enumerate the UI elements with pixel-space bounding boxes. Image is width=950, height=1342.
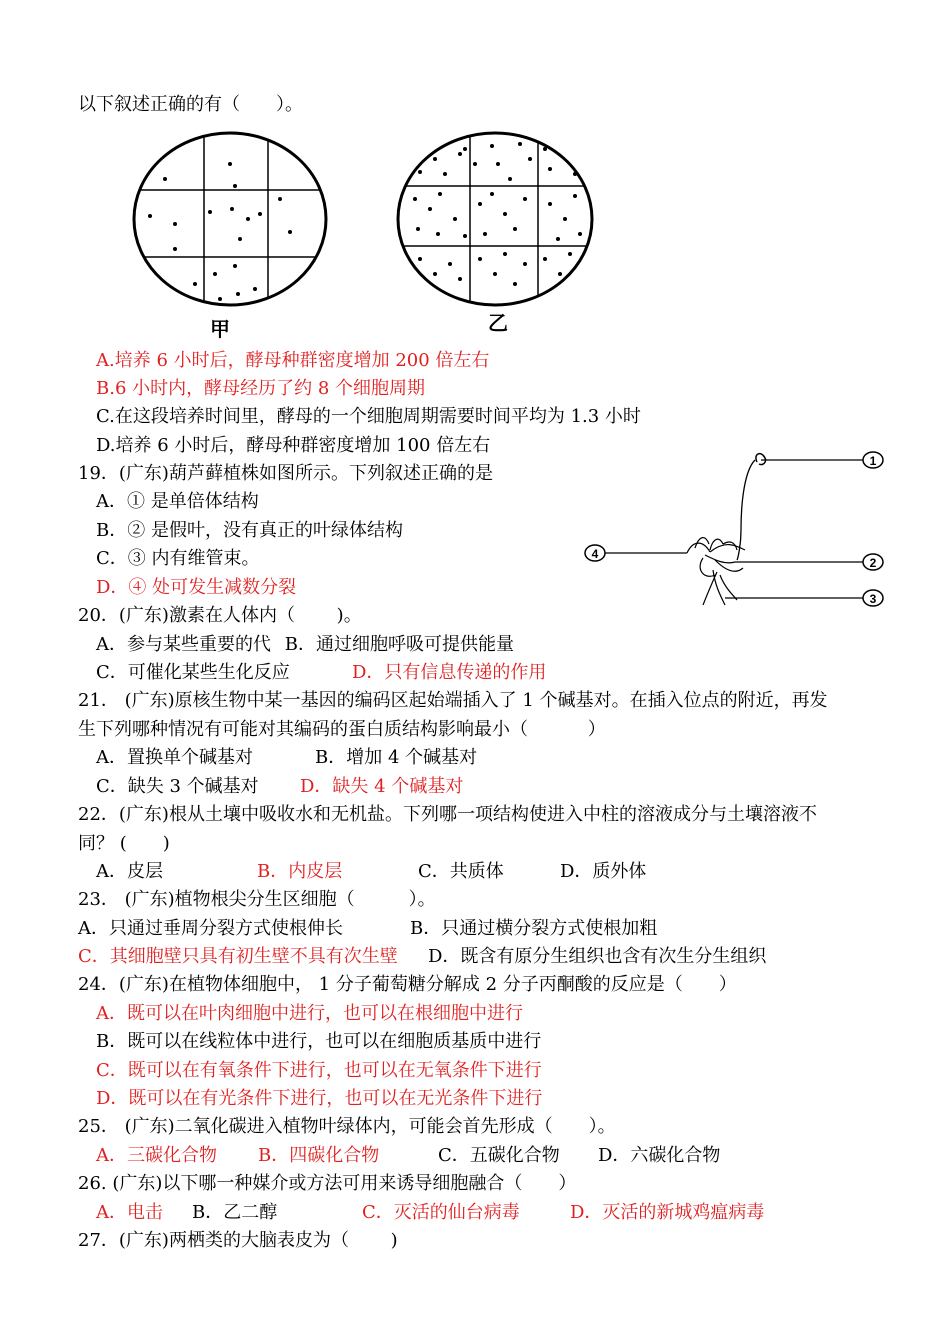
q24-option-c: C．既可以在有氧条件下进行，也可以在无氧条件下进行 <box>96 1060 542 1081</box>
q20-stem: 20．(广东)激素在人体内（ )。 <box>78 605 362 626</box>
q25-stem: 25． (广东)二氧化碳进入植物叶绿体内，可能会首先形成（ ）。 <box>78 1116 616 1137</box>
q18-option-d: D.培养 6 小时后，酵母种群密度增加 100 倍左右 <box>96 435 491 456</box>
q19-option-b: B．② 是假叶，没有真正的叶绿体结构 <box>96 520 403 541</box>
figure-label-left: 甲 <box>210 317 230 341</box>
q19-option-a: A．① 是单倍体结构 <box>96 491 259 512</box>
q23-stem: 23． (广东)植物根尖分生区细胞（ ）。 <box>78 889 436 910</box>
label-4-text: 4 <box>591 547 599 561</box>
label-3 <box>863 590 883 606</box>
label-2-text: 2 <box>869 556 877 570</box>
label-2 <box>863 554 883 570</box>
q22-option-a: A．皮层 <box>96 861 163 882</box>
q25-option-a: A．三碳化合物 <box>96 1145 217 1166</box>
label-1 <box>863 452 883 468</box>
q25-option-b: B．四碳化合物 <box>258 1145 380 1166</box>
q19-option-d: D．④ 处可发生减数分裂 <box>96 577 297 598</box>
q26-option-b: B．乙二醇 <box>192 1202 278 1223</box>
q22-option-d: D．质外体 <box>560 861 647 882</box>
q23-option-b: B．只通过横分裂方式使根加粗 <box>410 918 658 939</box>
q20-option-c: C．可催化某些生化反应 <box>96 662 290 683</box>
label-1-text: 1 <box>869 454 877 468</box>
q20-options-ab <box>96 634 514 656</box>
q23-option-d: D．既含有原分生组织也含有次生分生组织 <box>428 946 767 967</box>
q20-option-b: B．通过细胞呼吸可提供能量 <box>284 634 514 655</box>
q26-option-a: A．电击 <box>96 1202 163 1223</box>
q19-option-c: C．③ 内有维管束。 <box>96 548 260 569</box>
q26-stem: 26. (广东)以下哪一种媒介或方法可用来诱导细胞融合（ ） <box>78 1173 577 1194</box>
q21-option-b: B．增加 4 个碱基对 <box>315 747 478 768</box>
label-4 <box>585 545 605 561</box>
q21-option-c: C．缺失 3 个碱基对 <box>96 776 259 797</box>
moss-figure <box>575 440 895 615</box>
q24-option-d: D．既可以在有光条件下进行，也可以在无光条件下进行 <box>96 1088 543 1109</box>
q22-option-b: B．内皮层 <box>257 861 343 882</box>
q22-stem-line2: 同？ ( ) <box>78 833 170 854</box>
figure-label-right: 乙 <box>488 311 508 335</box>
q25-option-c: C．五碳化合物 <box>438 1145 560 1166</box>
intro-text: 以下叙述正确的有（ ）。 <box>78 94 303 115</box>
q18-option-b: B.6 小时内，酵母经历了约 8 个细胞周期 <box>96 378 426 399</box>
q25-option-d: D．六碳化合物 <box>598 1145 721 1166</box>
right-microscope-field <box>400 124 590 324</box>
q22-stem-line1: 22．(广东)根从土壤中吸收水和无机盐。下列哪一项结构使进入中柱的溶液成分与土壤溶液不 <box>78 804 817 825</box>
q23-option-c: C．其细胞壁只具有初生壁不具有次生壁 <box>78 946 398 967</box>
q20-option-a: A．参与某些重要的代 <box>96 634 271 655</box>
q22-option-c: C．共质体 <box>418 861 504 882</box>
q26-option-c: C．灭活的仙台病毒 <box>362 1202 520 1223</box>
q23-option-a: A．只通过垂周分裂方式使根伸长 <box>78 918 343 939</box>
q24-option-a: A．既可以在叶肉细胞中进行，也可以在根细胞中进行 <box>96 1003 523 1024</box>
q26-option-d: D．灭活的新城鸡瘟病毒 <box>570 1202 765 1223</box>
q18-option-c: C.在这段培养时间里，酵母的一个细胞周期需要时间平均为 1.3 小时 <box>96 406 641 427</box>
q20-option-d: D．只有信息传递的作用 <box>352 662 547 683</box>
q21-option-a: A．置换单个碱基对 <box>96 747 253 768</box>
q24-option-b: B．既可以在线粒体中进行，也可以在细胞质基质中进行 <box>96 1031 542 1052</box>
q21-stem-line2: 生下列哪种情况有可能对其编码的蛋白质结构影响最小（ ） <box>78 719 606 740</box>
q27-stem: 27．(广东)两栖类的大脑表皮为（ ) <box>78 1230 398 1251</box>
q21-stem-line1: 21． (广东)原核生物中某一基因的编码区起始端插入了 1 个碱基对。在插入位点的附近，再发 <box>78 690 828 711</box>
q19-stem: 19．(广东)葫芦藓植株如图所示。下列叙述正确的是 <box>78 463 493 484</box>
q24-stem: 24．(广东)在植物体细胞中， 1 分子葡萄糖分解成 2 分子丙酮酸的反应是（ ） <box>78 974 737 995</box>
q18-option-a: A.培养 6 小时后，酵母种群密度增加 200 倍左右 <box>96 350 490 371</box>
label-3-text: 3 <box>869 592 877 606</box>
yeast-figure <box>120 124 600 344</box>
q21-option-d: D．缺失 4 个碱基对 <box>300 776 464 797</box>
